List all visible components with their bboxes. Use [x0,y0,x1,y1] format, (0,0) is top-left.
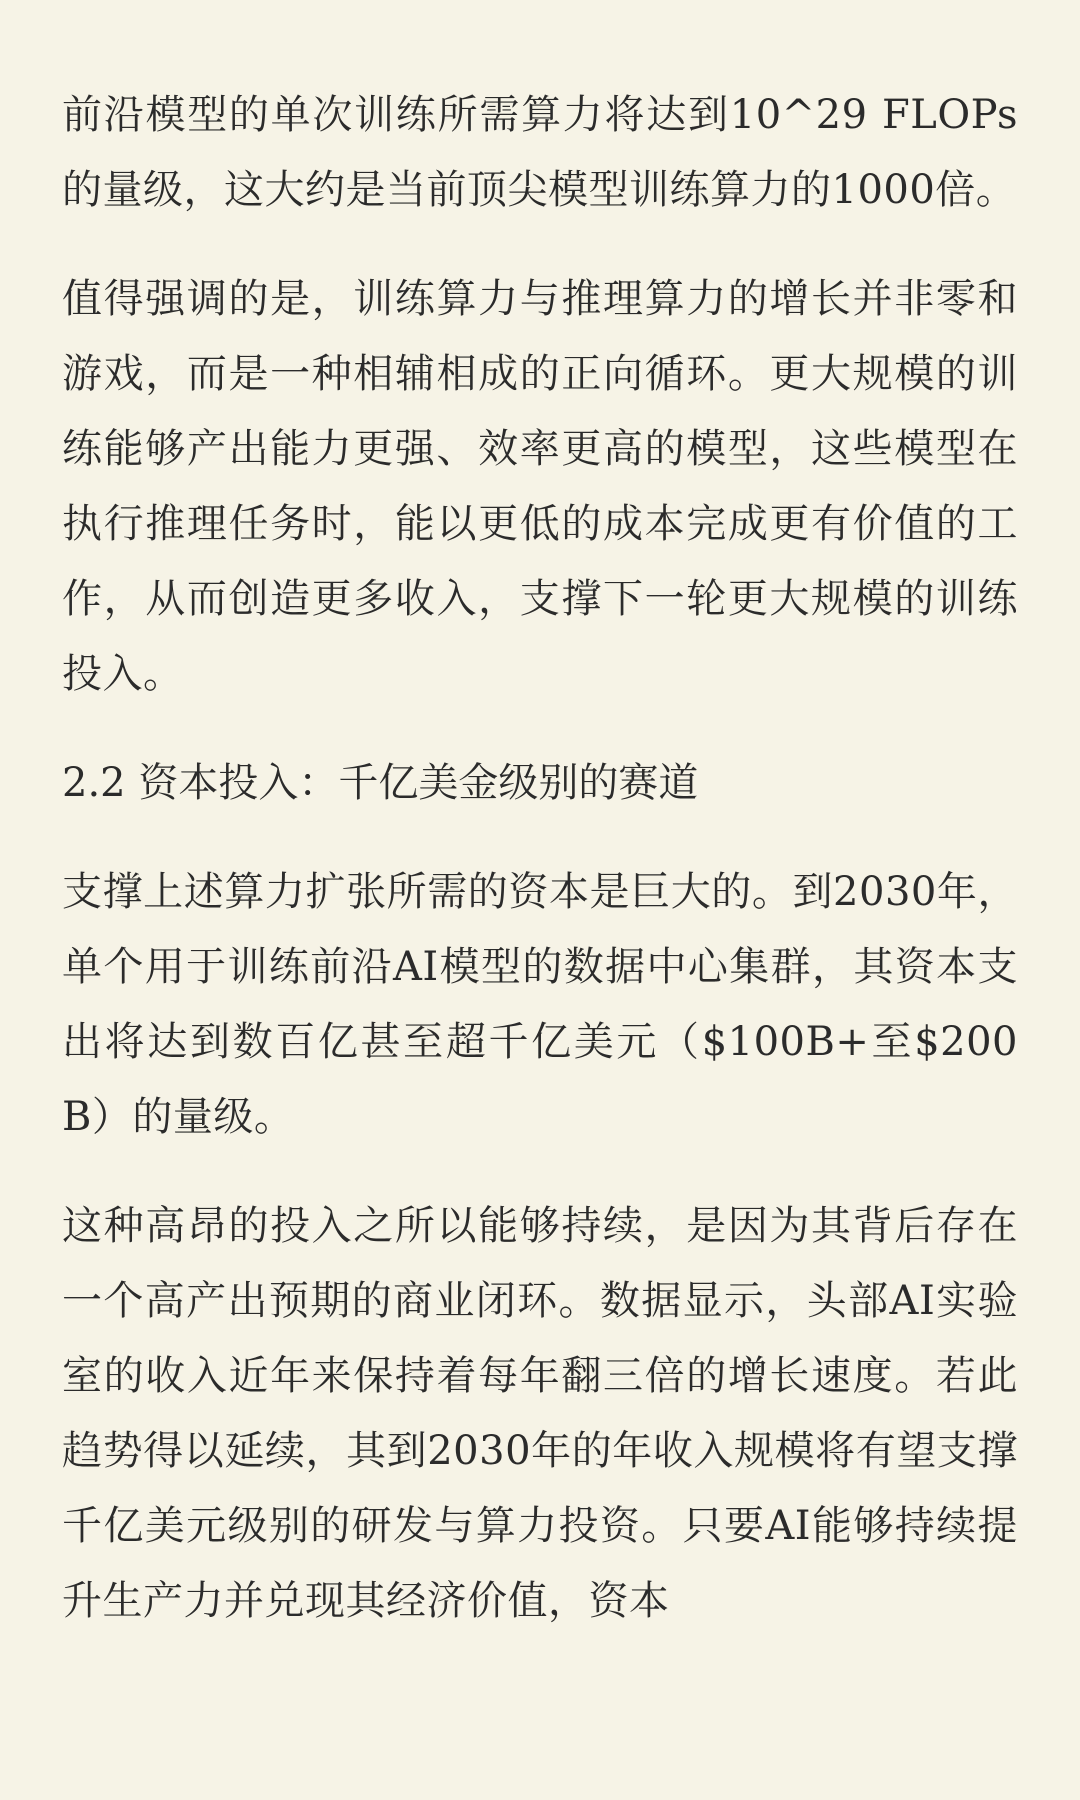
section-heading: 2.2 资本投入：千亿美金级别的赛道 [62,760,699,806]
paragraph-compute-scale: 前沿模型的单次训练所需算力将达到10^29 FLOPs的量级，这大约是当前顶尖模型训练算力的1000倍。 [62,92,1018,213]
paragraph-training-inference-cycle: 值得强调的是，训练算力与推理算力的增长并非零和游戏，而是一种相辅相成的正向循环。更大规模的训练能够产出能力更强、效率更高的模型，这些模型在执行推理任务时，能以更低的成本完成更有价值的工作，从而创造更多收入，支撑下一轮更大规模的训练投入。 [62,276,1018,697]
paragraph-business-loop: 这种高昂的投入之所以能够持续，是因为其背后存在一个高产出预期的商业闭环。数据显示，头部AI实验室的收入近年来保持着每年翻三倍的增长速度。若此趋势得以延续，其到2030年的年收入规模将有望支撑千亿美元级别的研发与算力投资。只要AI能够持续提升生产力并兑现其经济价值，资本 [62,1203,1018,1624]
paragraph-capital-expenditure: 支撑上述算力扩张所需的资本是巨大的。到2030年，单个用于训练前沿AI模型的数据中心集群，其资本支出将达到数百亿甚至超千亿美元（$100B+至$200B）的量级。 [62,869,1018,1140]
